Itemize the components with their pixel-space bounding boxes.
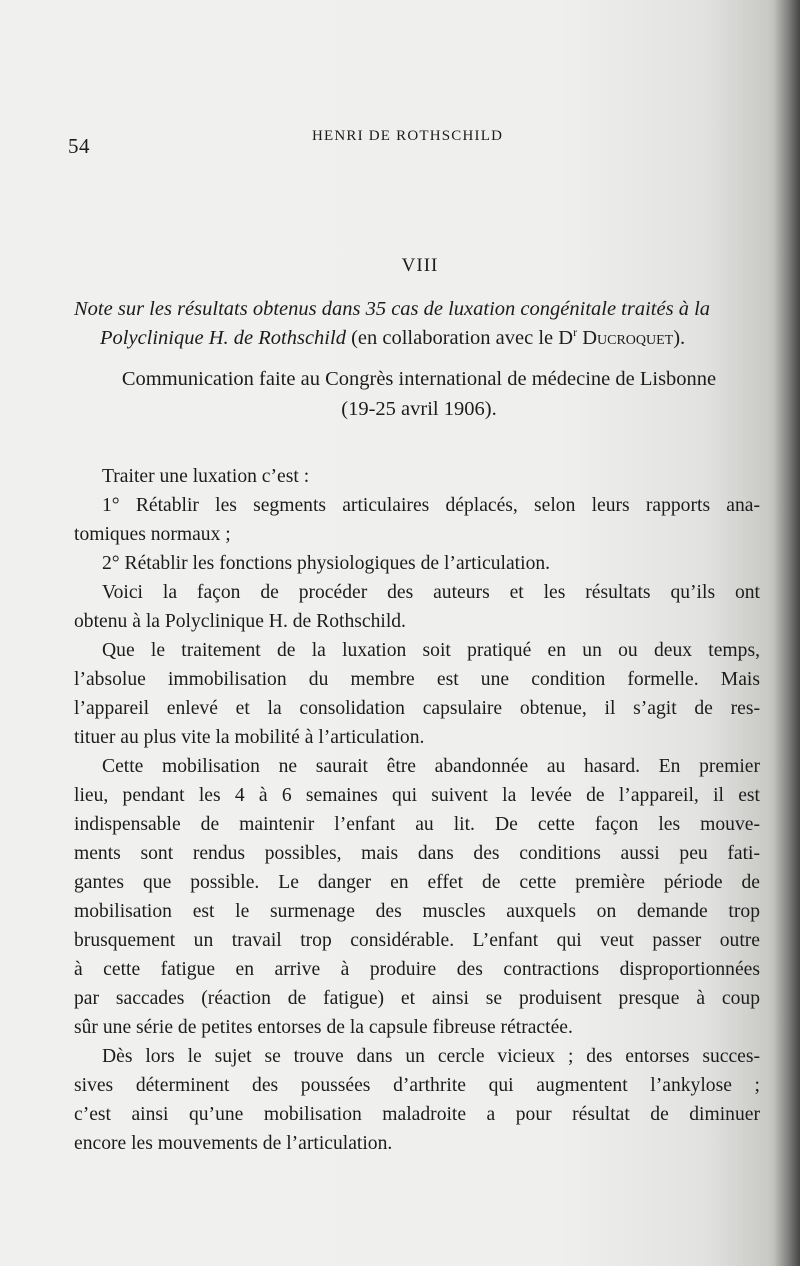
page-gutter-shadow (774, 0, 800, 1266)
body-line: tomiques normaux ; (74, 524, 231, 545)
communication-line-1: Communication faite au Congrès international de médecine de Lisbonne (121, 368, 717, 390)
body-line: Cette mobilisation ne saurait être abandonnée au hasard. En premier (102, 756, 760, 777)
body-line: 2° Rétablir les fonctions physiologiques de l’articulation. (102, 553, 551, 574)
body-line: obtenu à la Polyclinique H. de Rothschild. (74, 611, 406, 632)
body-line: gantes que possible. Le danger en effet de cette première période de (74, 872, 760, 893)
body-line: l’absolue immobilisation du membre est une condition formelle. Mais (74, 669, 760, 690)
body-line: sûr une série de petites entorses de la capsule fibreuse rétractée. (74, 1017, 573, 1038)
title-line-1 (74, 295, 764, 324)
communication-line-2: (19-25 avril 1906). (341, 398, 497, 420)
body-line: indispensable de maintenir l’enfant au lit. De cette façon les mouve- (74, 814, 760, 835)
title-line-2 (74, 324, 764, 353)
body-line: par saccades (réaction de fatigue) et ainsi se produisent presque à coup (74, 988, 760, 1009)
title-end: ). (673, 327, 686, 349)
body-line: mobilisation est le surmenage des muscles auxquels on demande trop (74, 901, 760, 922)
body-line: à cette fatigue en arrive à produire des contractions disproportionnées (74, 959, 760, 980)
title-italic-1: Note sur les résultats obtenus dans 35 cas de luxation congénitale traités à la (74, 298, 711, 320)
body-line: Dès lors le sujet se trouve dans un cercle vicieux ; des entorses succes- (102, 1046, 760, 1067)
title-collab-text: (en collaboration avec le D (345, 327, 574, 349)
body-line: c’est ainsi qu’une mobilisation maladroite a pour résultat de diminuer (74, 1104, 760, 1125)
body-text (74, 462, 760, 1158)
section-title (74, 295, 764, 353)
page-number: 54 (68, 134, 90, 158)
running-head: HENRI DE ROTHSCHILD (312, 128, 504, 144)
communication-note (74, 364, 764, 424)
body-line: lieu, pendant les 4 à 6 semaines qui suivent la levée de l’appareil, il est (74, 785, 760, 806)
body-line: Voici la façon de procéder des auteurs et les résultats qu’ils ont (102, 582, 760, 603)
body-line: Que le traitement de la luxation soit pratiqué en un ou deux temps, (102, 640, 760, 661)
section-numeral: VIII (401, 255, 439, 276)
title-sup: r (573, 325, 578, 340)
body-line: encore les mouvements de l’articulation. (74, 1133, 393, 1154)
body-line: brusquement un travail trop considérable. L’enfant qui veut passer outre (74, 930, 760, 951)
body-line: Traiter une luxation c’est : (102, 466, 310, 487)
title-coauthor: Ducroquet (577, 327, 674, 349)
body-line: sives déterminent des poussées d’arthrite qui augmentent l’ankylose ; (74, 1075, 760, 1096)
body-line: 1° Rétablir les segments articulaires déplacés, selon leurs rapports ana- (102, 495, 760, 516)
body-line: tituer au plus vite la mobilité à l’articulation. (74, 727, 425, 748)
page-header (68, 128, 740, 158)
body-line: ments sont rendus possibles, mais dans des conditions aussi peu fati- (74, 843, 760, 864)
title-italic-2: Polyclinique H. de Rothschild (100, 327, 346, 349)
body-line: l’appareil enlevé et la consolidation capsulaire obtenue, il s’agit de res- (74, 698, 760, 719)
